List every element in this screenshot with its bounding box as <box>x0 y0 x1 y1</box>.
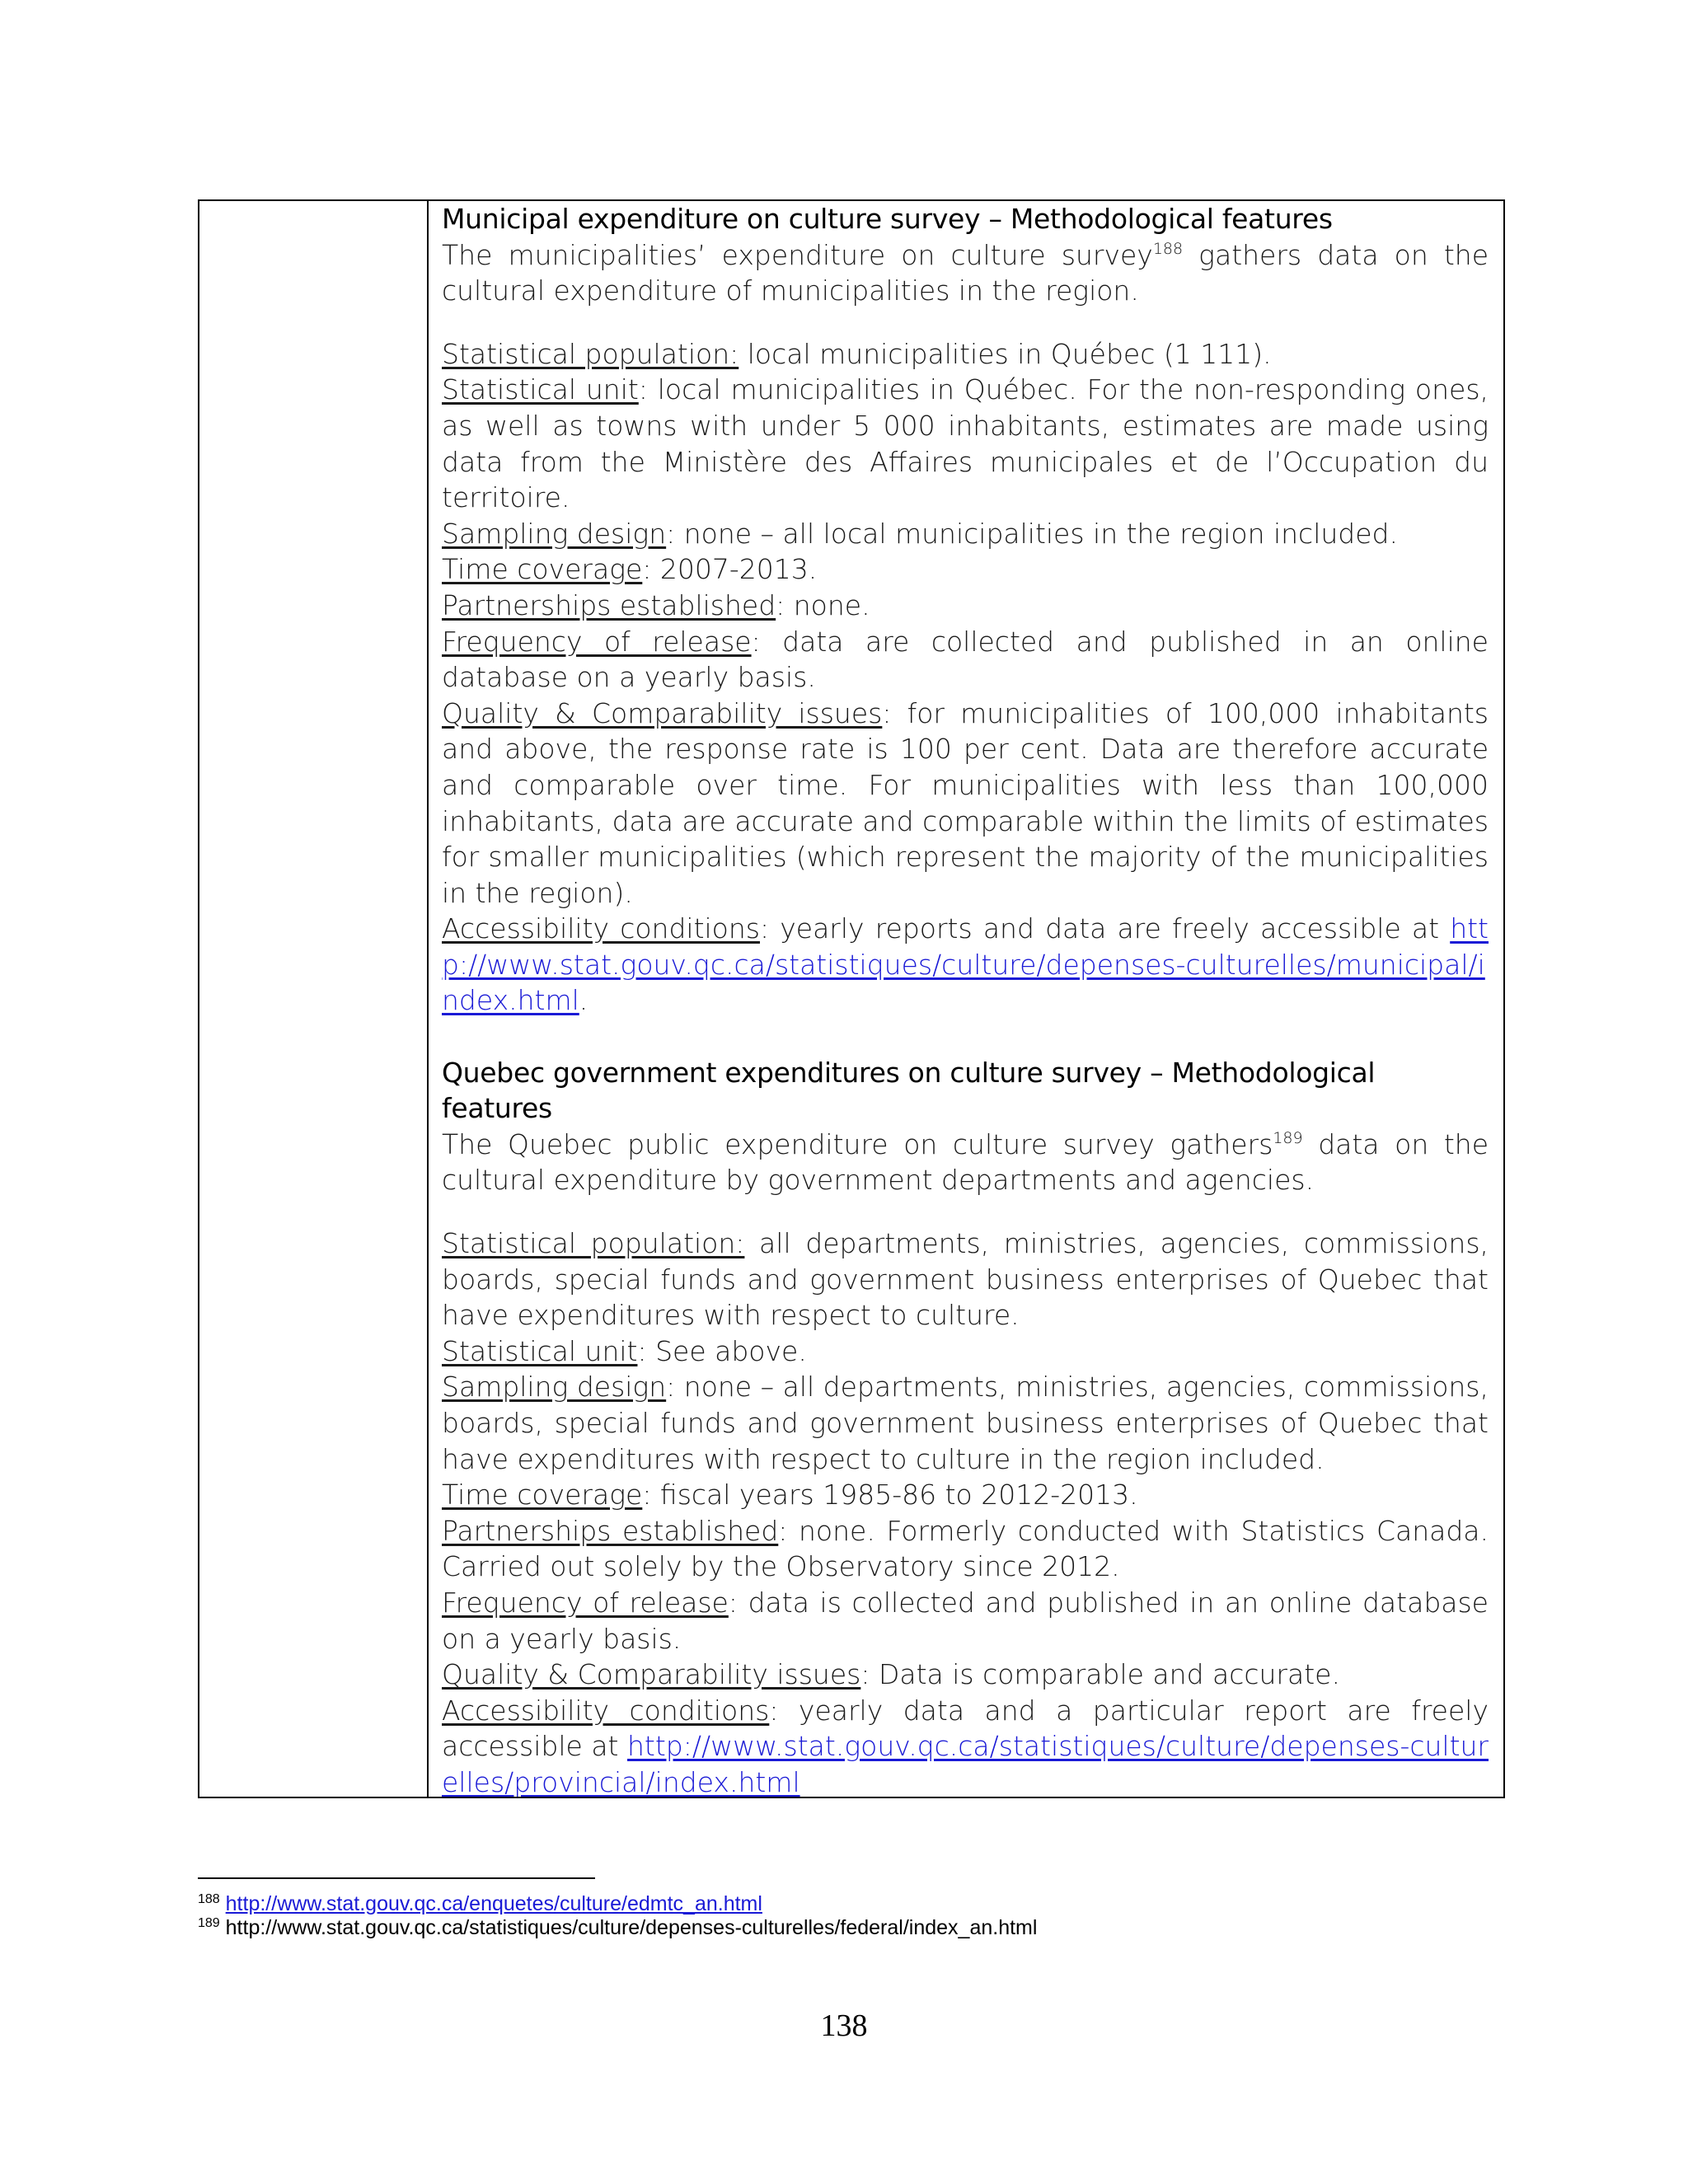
field-partnerships <box>442 588 1489 624</box>
footnote-ref-188[interactable]: 188 <box>1152 239 1184 258</box>
field-label: Partnerships established <box>442 1514 779 1547</box>
field-label: Statistical population: <box>442 1227 745 1260</box>
field-label: Accessibility conditions <box>442 912 760 945</box>
footnote-number: 189 <box>198 1916 220 1930</box>
field-label: Quality & Comparability issues <box>442 696 883 729</box>
section-intro-municipal <box>442 237 1489 309</box>
field-label: Time coverage <box>442 553 643 586</box>
field-value: : fiscal years 1985-86 to 2012-2013. <box>642 1479 1138 1511</box>
field-label: Time coverage <box>442 1479 643 1511</box>
field-label: Statistical unit <box>442 373 639 406</box>
field-partnerships <box>442 1513 1489 1585</box>
field-value: : 2007-2013. <box>642 553 818 586</box>
field-value: : data are collected and published in an online database on a yearly basis. <box>442 625 1489 694</box>
field-value: : Data is comparable and accurate. <box>860 1658 1340 1691</box>
field-value: : for municipalities of 100,000 inhabitants and above, the response rate is 100 per cent. Data are therefore accurate and comparable over time. For municipalities with less than 100,000 inhabitants, data are accurate and comparable within the limits of estimates for smaller municipalities (which represent the majority of the municipalities in the region). <box>442 696 1489 909</box>
field-label: Frequency of release <box>442 625 752 658</box>
section-intro-quebec <box>442 1127 1489 1198</box>
field-label: Sampling design <box>442 517 667 550</box>
field-label: Partnerships established <box>442 588 776 621</box>
field-value: : See above. <box>637 1334 807 1367</box>
field-value: : data is collected and published in an online database on a yearly basis. <box>442 1586 1489 1655</box>
footnote-ref-189[interactable]: 189 <box>1273 1128 1303 1147</box>
field-quality <box>442 1657 1489 1693</box>
intro-text: data on the cultural expenditure by government departments and agencies. <box>442 1127 1489 1197</box>
field-value: : yearly reports and data are freely accessible at <box>759 912 1451 945</box>
field-value: local municipalities in Québec (1 111). <box>738 337 1272 370</box>
field-sampling-design <box>442 516 1489 552</box>
field-time-coverage <box>442 551 1489 588</box>
field-statistical-population <box>442 1226 1489 1333</box>
link-suffix: . <box>579 984 588 1017</box>
methodology-table <box>198 199 1505 1798</box>
field-time-coverage <box>442 1477 1489 1513</box>
footnote-number: 188 <box>198 1892 220 1906</box>
footnote-separator <box>198 1877 595 1879</box>
field-label: Frequency of release <box>442 1586 729 1619</box>
field-statistical-unit <box>442 1333 1489 1370</box>
field-value: : yearly data and a particular report are freely accessible at <box>442 1694 1489 1763</box>
accessibility-link-municipal[interactable]: http://www.stat.gouv.qc.ca/statistiques/culture/depenses-culturelles/municipal/index.html <box>442 912 1489 1017</box>
field-statistical-population <box>442 336 1489 373</box>
field-value: all departments, ministries, agencies, commissions, boards, special funds and government business enterprises of Quebec that have expenditures with respect to culture. <box>442 1227 1489 1332</box>
field-quality <box>442 696 1489 912</box>
field-frequency <box>442 1585 1489 1657</box>
intro-text: gathers data on the cultural expenditure of municipalities in the region. <box>442 238 1489 307</box>
field-accessibility <box>442 1693 1489 1797</box>
table-left-cell <box>199 201 429 1797</box>
field-label: Quality & Comparability issues <box>442 1658 861 1691</box>
field-value: : local municipalities in Québec. For the non-responding ones, as well as towns with under 5 000 inhabitants, estimates are made using data from the Ministère des Affaires municipales et de l’Occupation du territoire. <box>442 373 1489 514</box>
footnote-text: http://www.stat.gouv.qc.ca/statistiques/culture/depenses-culturelles/federal/index_an.html <box>225 1916 1038 1939</box>
field-value: : none – all local municipalities in the region included. <box>666 517 1398 550</box>
field-label: Sampling design <box>442 1371 667 1404</box>
footnotes <box>198 1892 1037 1940</box>
table-right-cell <box>429 201 1503 1797</box>
intro-text: The Quebec public expenditure on culture survey gathers <box>442 1127 1273 1160</box>
field-value: : none – all departments, ministries, agencies, commissions, boards, special funds and government business enterprises of Quebec that have expenditures with respect to culture in the region included. <box>442 1371 1489 1475</box>
footnote-link[interactable]: http://www.stat.gouv.qc.ca/enquetes/culture/edmtc_an.html <box>225 1892 762 1915</box>
footnote-188 <box>198 1892 1037 1916</box>
section-heading-quebec: Quebec government expenditures on culture survey – Methodological features <box>442 1056 1376 1125</box>
field-accessibility <box>442 911 1489 1019</box>
field-label: Accessibility conditions <box>442 1694 770 1727</box>
field-statistical-unit <box>442 372 1489 515</box>
section-heading-municipal: Municipal expenditure on culture survey – Methodological features <box>442 203 1333 235</box>
field-value: : none. Formerly conducted with Statistics Canada. Carried out solely by the Observatory since 2012. <box>442 1514 1489 1583</box>
field-frequency <box>442 624 1489 696</box>
field-label: Statistical population: <box>442 337 739 370</box>
intro-text: The municipalities’ expenditure on culture survey <box>442 238 1153 271</box>
footnote-189 <box>198 1916 1037 1940</box>
field-sampling-design <box>442 1369 1489 1477</box>
page-number: 138 <box>820 2008 868 2043</box>
field-value: : none. <box>776 588 870 621</box>
accessibility-link-provincial[interactable]: http://www.stat.gouv.qc.ca/statistiques/culture/depenses-culturelles/provincial/index.html <box>442 1730 1489 1797</box>
field-label: Statistical unit <box>442 1334 638 1367</box>
